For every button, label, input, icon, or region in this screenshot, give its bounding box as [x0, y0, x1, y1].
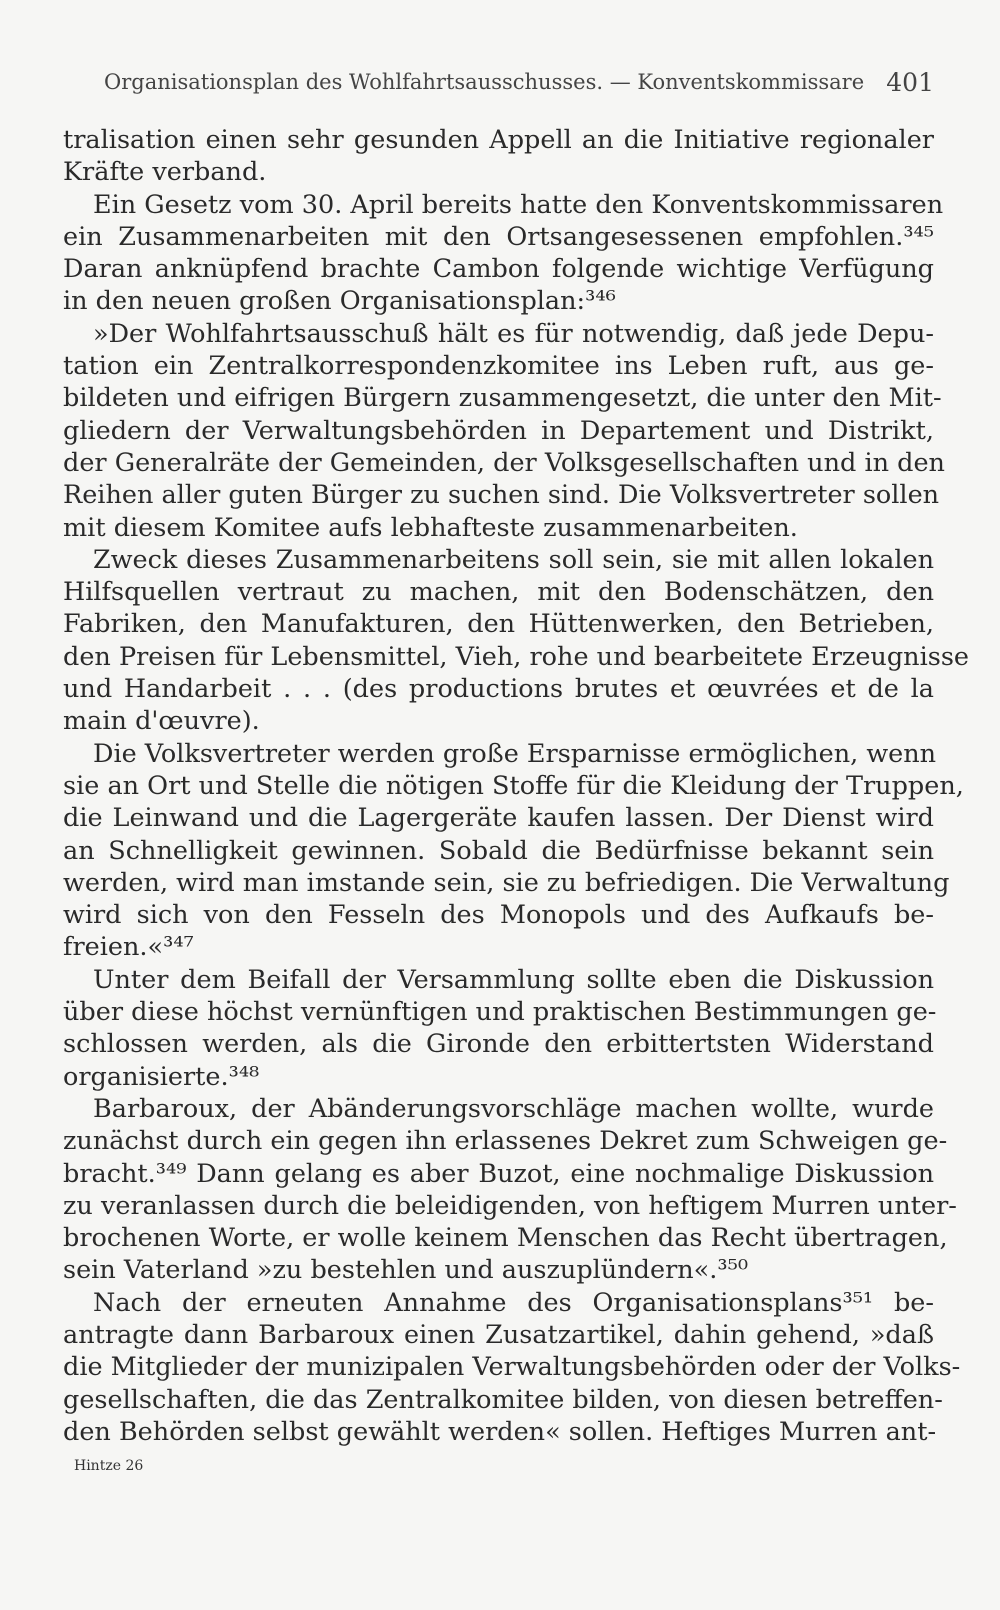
text-line: »Der Wohlfahrtsausschuß hält es für notwendig, daß jede Depu- — [93, 318, 934, 349]
text-line: Kräfte verband. — [63, 157, 267, 188]
text-line: der Generalräte der Gemeinden, der Volksgesellschaften und in den — [63, 447, 945, 478]
text-line: die Leinwand und die Lagergeräte kaufen lassen. Der Dienst wird — [63, 803, 934, 834]
text-line: Die Volksvertreter werden große Ersparnisse ermöglichen, wenn — [93, 738, 937, 769]
printer-signature: Hintze 26 — [74, 1458, 144, 1474]
running-head: Organisationsplan des Wohlfahrtsausschusses. — Konventskommissare — [104, 70, 865, 94]
text-line: Unter dem Beifall der Versammlung sollte eben die Diskussion — [93, 964, 934, 995]
text-line: und Handarbeit . . . (des productions brutes et œuvrées et de la — [63, 674, 934, 705]
text-line: bracht.³⁴⁹ Dann gelang es aber Buzot, eine nochmalige Diskussion — [63, 1158, 934, 1189]
text-line: Zweck dieses Zusammenarbeitens soll sein, sie mit allen lokalen — [93, 544, 934, 575]
text-line: zunächst durch ein gegen ihn erlassenes Dekret zum Schweigen ge- — [63, 1126, 948, 1157]
text-line: über diese höchst vernünftigen und praktischen Bestimmungen ge- — [63, 997, 937, 1028]
text-line: bildeten und eifrigen Bürgern zusammengesetzt, die unter den Mit- — [63, 383, 942, 414]
text-line: den Preisen für Lebensmittel, Vieh, rohe und bearbeitete Erzeugnisse — [63, 641, 969, 672]
text-line: organisierte.³⁴⁸ — [63, 1061, 260, 1092]
page-header — [104, 68, 934, 108]
text-line: sein Vaterland »zu bestehlen und auszuplündern«.³⁵⁰ — [63, 1255, 749, 1286]
page-number: 401 — [886, 68, 934, 97]
text-line: wird sich von den Fesseln des Monopols und des Aufkaufs be- — [63, 900, 934, 931]
text-line: sie an Ort und Stelle die nötigen Stoffe für die Kleidung der Truppen, — [63, 770, 964, 801]
text-line: Ein Gesetz vom 30. April bereits hatte den Konventskommissaren — [93, 189, 944, 220]
text-line: werden, wird man imstande sein, sie zu befriedigen. Die Verwaltung — [63, 867, 950, 898]
text-line: zu veranlassen durch die beleidigenden, von heftigem Murren unter- — [63, 1190, 957, 1221]
text-line: tralisation einen sehr gesunden Appell an die Initiative regionaler — [63, 125, 934, 155]
text-line: gliedern der Verwaltungsbehörden in Departement und Distrikt, — [63, 415, 934, 446]
text-line: brochenen Worte, er wolle keinem Menschen das Recht übertragen, — [63, 1223, 948, 1254]
text-line: main d'œuvre). — [63, 706, 260, 737]
text-line: antragte dann Barbaroux einen Zusatzartikel, dahin gehend, »daß — [63, 1319, 934, 1350]
body-text — [63, 124, 969, 1448]
text-line: mit diesem Komitee aufs lebhafteste zusammenarbeiten. — [63, 512, 798, 543]
text-line: an Schnelligkeit gewinnen. Sobald die Bedürfnisse bekannt sein — [63, 835, 934, 866]
text-line: Daran anknüpfend brachte Cambon folgende wichtige Verfügung — [63, 254, 934, 285]
text-line: die Mitglieder der munizipalen Verwaltungsbehörden oder der Volks- — [63, 1352, 961, 1383]
text-line: freien.«³⁴⁷ — [63, 932, 194, 963]
text-line: schlossen werden, als die Gironde den erbittertsten Widerstand — [63, 1029, 934, 1060]
text-line: Barbaroux, der Abänderungsvorschläge machen wollte, wurde — [93, 1093, 934, 1124]
text-line: ein Zusammenarbeiten mit den Ortsangesessenen empfohlen.³⁴⁵ — [63, 221, 934, 252]
text-line: Nach der erneuten Annahme des Organisationsplans³⁵¹ be- — [93, 1287, 934, 1318]
text-line: Reihen aller guten Bürger zu suchen sind. Die Volksvertreter sollen — [63, 480, 940, 511]
text-line: tation ein Zentralkorrespondenzkomitee ins Leben ruft, aus ge- — [63, 351, 934, 382]
text-line: den Behörden selbst gewählt werden« sollen. Heftiges Murren ant- — [63, 1416, 937, 1447]
text-line: in den neuen großen Organisationsplan:³⁴⁶ — [63, 286, 616, 317]
text-line: Fabriken, den Manufakturen, den Hüttenwerken, den Betrieben, — [63, 609, 934, 640]
text-line: Hilfsquellen vertraut zu machen, mit den Bodenschätzen, den — [63, 577, 934, 608]
text-line: gesellschaften, die das Zentralkomitee bilden, von diesen betreffen- — [63, 1384, 943, 1415]
